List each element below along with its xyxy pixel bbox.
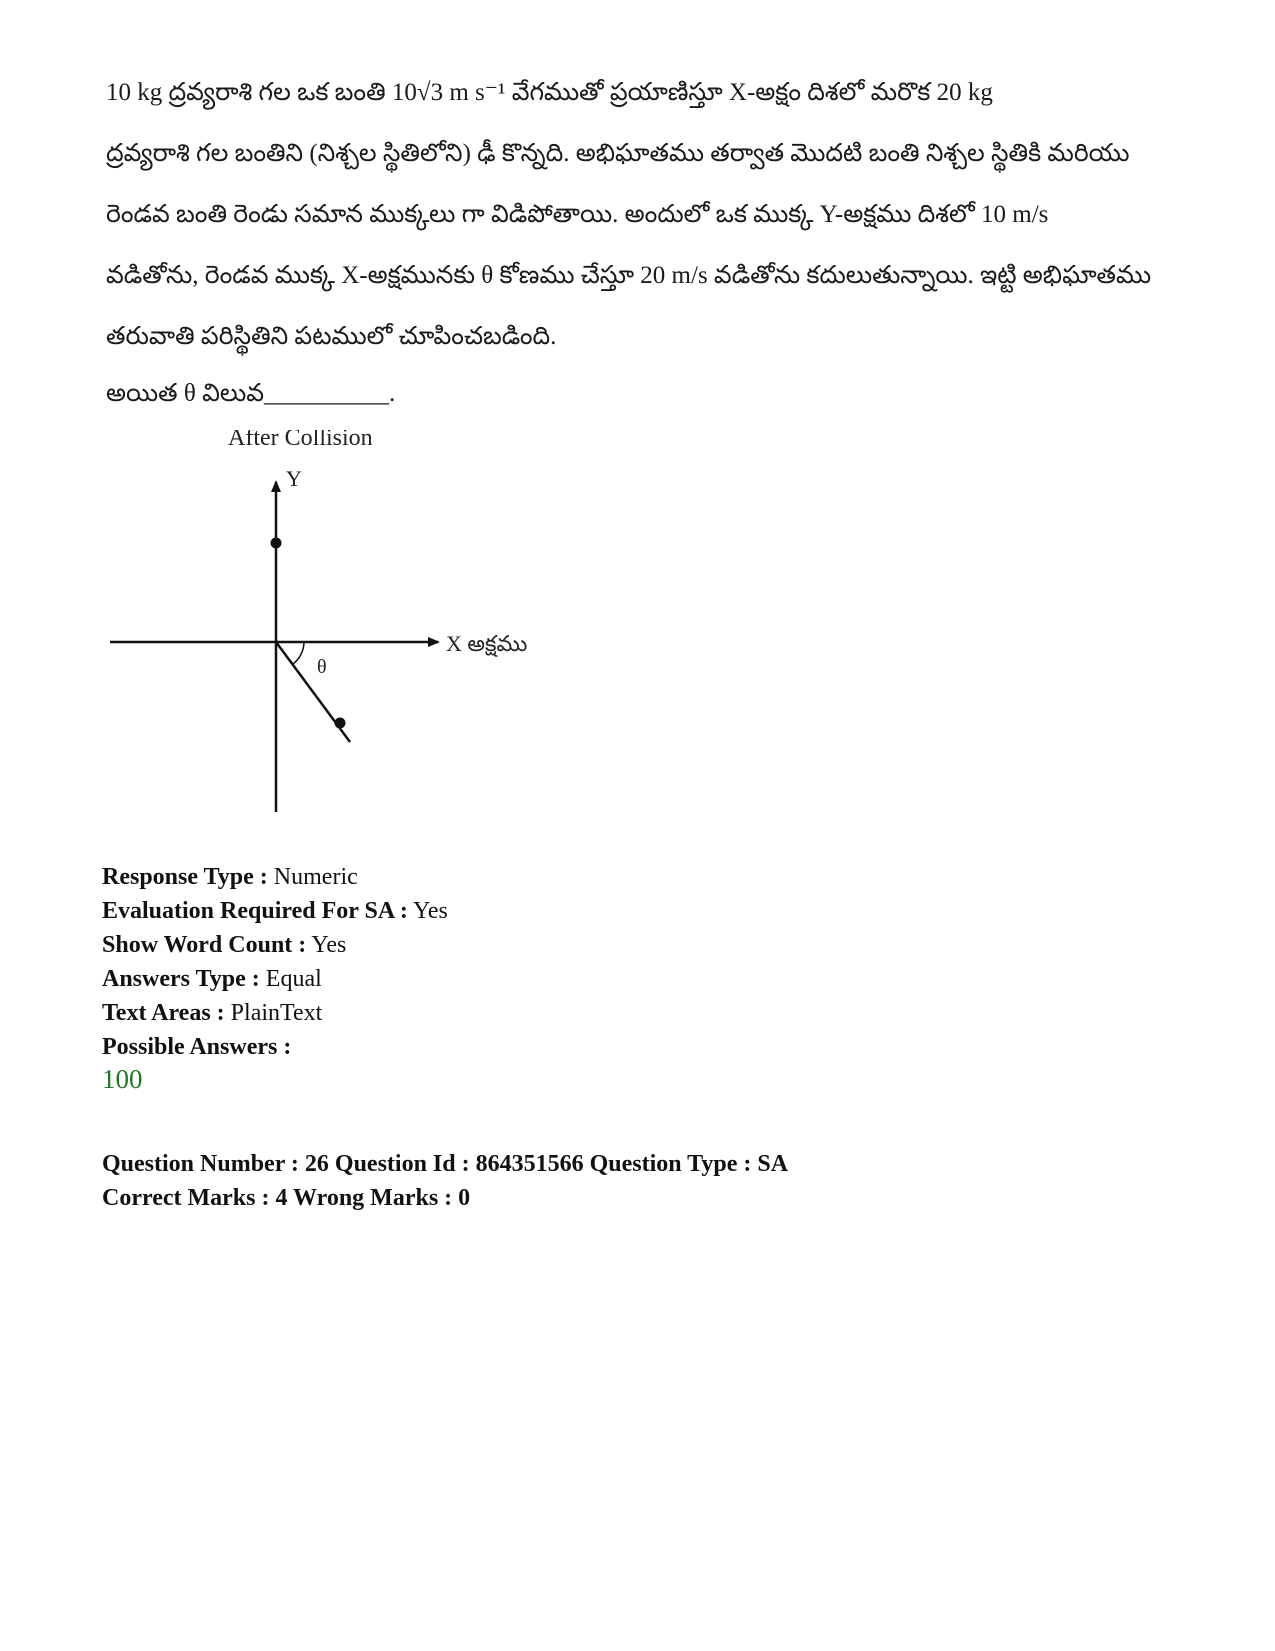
text-areas-row: [102, 996, 448, 1030]
possible-answer-value: 100: [102, 1064, 143, 1094]
response-type-value: Numeric: [273, 864, 358, 890]
possible-answers-row: [102, 1030, 448, 1064]
word-count-label: Show Word Count :: [102, 932, 307, 958]
answers-type-label: Answers Type :: [102, 966, 260, 992]
question-line-4: వడితోను, రెండవ ముక్క X-అక్షమునకు θ కోణము చేస్తూ 20 m/s వడితోను కదులుతున్నాయి. ఇట్టి అభిఘాతము: [106, 262, 1152, 289]
collision-diagram-svg: [100, 430, 580, 850]
evaluation-value: Yes: [412, 898, 448, 924]
question-ask: అయిత θ విలువ__________.: [106, 380, 396, 407]
question-meta: [102, 860, 448, 1064]
question-line-3: రెండవ బంతి రెండు సమాన ముక్కలు గా విడిపోతాయి. అందులో ఒక ముక్క Y-అక్షము దిశలో 10 m/s: [106, 201, 1049, 228]
question-number-line: Question Number : 26 Question Id : 864351566 Question Type : SA: [102, 1151, 789, 1177]
question-line-2: ద్రవ్యరాశి గల బంతిని (నిశ్చల స్థితిలోని) ఢీ కొన్నది. అభిఘాతము తర్వాత మొదటి బంతి నిశ్చల స్థితికి మరియు: [106, 140, 1130, 167]
question-line-1: 10 kg ద్రవ్యరాశి గల ఒక బంతి 10√3 m s⁻¹ వేగముతో ప్రయాణిస్తూ X-అక్షం దిశలో మరొక 20 kg: [106, 79, 993, 106]
text-areas-label: Text Areas :: [102, 1000, 225, 1026]
answers-type-value: Equal: [265, 966, 322, 992]
angle-arc: [293, 642, 304, 664]
diagram-title: After Collision: [228, 430, 373, 451]
question-line-5: తరువాతి పరిస్థితిని పటములో చూపించబడింది.: [106, 323, 557, 350]
evaluation-label: Evaluation Required For SA :: [102, 898, 408, 924]
next-question-info: [102, 1147, 788, 1215]
marks-line: Correct Marks : 4 Wrong Marks : 0: [102, 1185, 471, 1211]
possible-answers-label: Possible Answers :: [102, 1034, 292, 1060]
fragment-theta-dot: [335, 718, 346, 729]
question-text: [106, 62, 1186, 367]
text-areas-value: PlainText: [230, 1000, 323, 1026]
fragment-y-dot: [271, 538, 282, 549]
word-count-value: Yes: [311, 932, 347, 958]
y-axis-label: Y: [286, 466, 302, 491]
response-type-row: [102, 860, 448, 894]
evaluation-row: [102, 894, 448, 928]
angle-label: θ: [317, 656, 327, 678]
word-count-row: [102, 928, 448, 962]
answers-type-row: [102, 962, 448, 996]
response-type-label: Response Type :: [102, 864, 268, 890]
collision-diagram: [100, 430, 580, 850]
x-axis-label: X అక్షము: [446, 631, 528, 656]
